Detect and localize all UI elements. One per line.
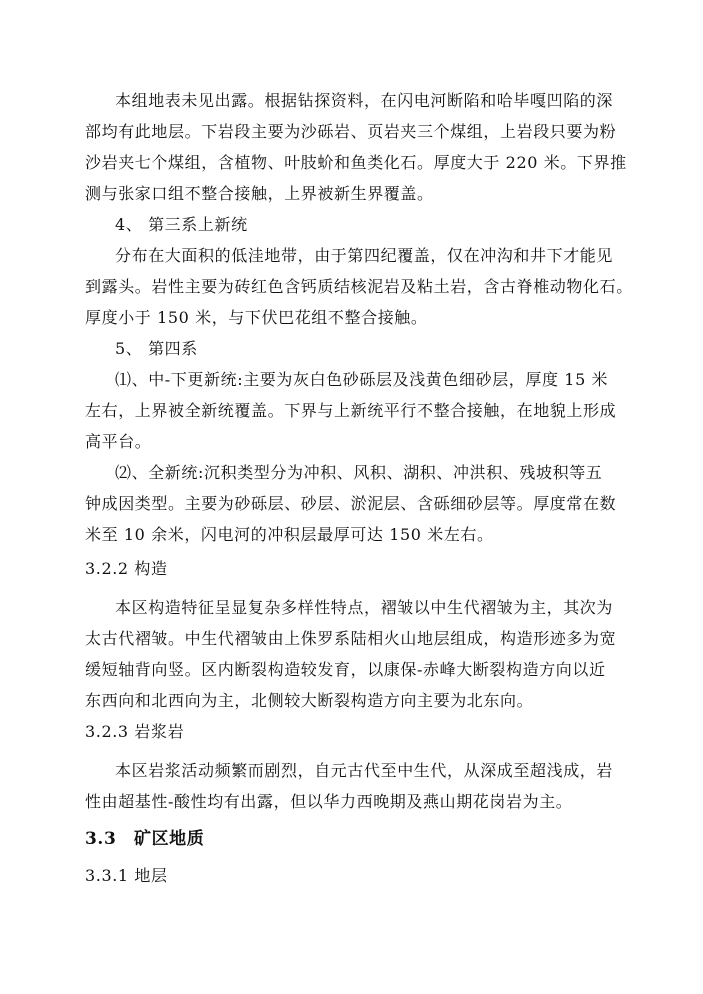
paragraph-line: 太古代褶皱。中生代褶皱由上侏罗系陆相火山地层组成，构造形迹多为宽 (85, 629, 617, 648)
paragraph-line: ⑵、全新统:沉积类型分为冲积、风积、湖积、冲洪积、残坡积等五 (115, 463, 603, 482)
item-heading: 4、 第三系上新统 (115, 215, 248, 234)
paragraph-line: 米至 10 余米，闪电河的冲积层最厚可达 150 米左右。 (85, 525, 494, 544)
paragraph-line: 部均有此地层。下岩段主要为沙砾岩、页岩夹三个煤组，上岩段只要为粉 (85, 122, 617, 141)
paragraph-line: 分布在大面积的低洼地带，由于第四纪覆盖，仅在冲沟和井下才能见 (115, 246, 614, 265)
section-heading: 3.2.3 岩浆岩 (85, 722, 185, 741)
item-heading: 5、 第四系 (115, 339, 198, 358)
paragraph-line: 缓短轴背向竖。区内断裂构造较发育，以康保-赤峰大断裂构造方向以近 (85, 660, 606, 679)
paragraph-line: 本区构造特征呈显复杂多样性特点，褶皱以中生代褶皱为主，其次为 (115, 598, 614, 617)
section-heading: 3.2.2 构造 (85, 559, 168, 578)
paragraph-line: 测与张家口组不整合接触，上界被新生界覆盖。 (85, 184, 434, 203)
paragraph-line: 到露头。岩性主要为砖红色含钙质结核泥岩及粘土岩，含古脊椎动物化石。 (85, 277, 633, 296)
paragraph-line: ⑴、中-下更新统:主要为灰白色砂砾层及浅黄色细砂层，厚度 15 米 (115, 370, 609, 389)
paragraph-line: 厚度小于 150 米，与下伏巴花组不整合接触。 (85, 308, 428, 327)
paragraph-line: 东西向和北西向为主，北侧较大断裂构造方向主要为北东向。 (85, 691, 534, 710)
paragraph-line: 高平台。 (85, 432, 152, 451)
paragraph-line: 左右，上界被全新统覆盖。下界与上新统平行不整合接触，在地貌上形成 (85, 401, 617, 420)
paragraph-line: 本组地表未见出露。根据钻探资料，在闪电河断陷和哈毕嘎凹陷的深 (115, 91, 614, 110)
section-heading: 3.3.1 地层 (85, 866, 168, 885)
section-heading-main: 3.3 矿区地质 (85, 829, 205, 849)
paragraph-line: 钟成因类型。主要为砂砾层、砂层、淤泥层、含砾细砂层等。厚度常在数 (85, 494, 617, 513)
paragraph-line: 本区岩浆活动频繁而剧烈，自元古代至中生代，从深成至超浅成，岩 (115, 761, 614, 780)
paragraph-line: 性由超基性-酸性均有出露，但以华力西晚期及燕山期花岗岩为主。 (85, 792, 573, 811)
paragraph-line: 沙岩夹七个煤组，含植物、叶肢蚧和鱼类化石。厚度大于 220 米。下界推 (85, 153, 627, 172)
